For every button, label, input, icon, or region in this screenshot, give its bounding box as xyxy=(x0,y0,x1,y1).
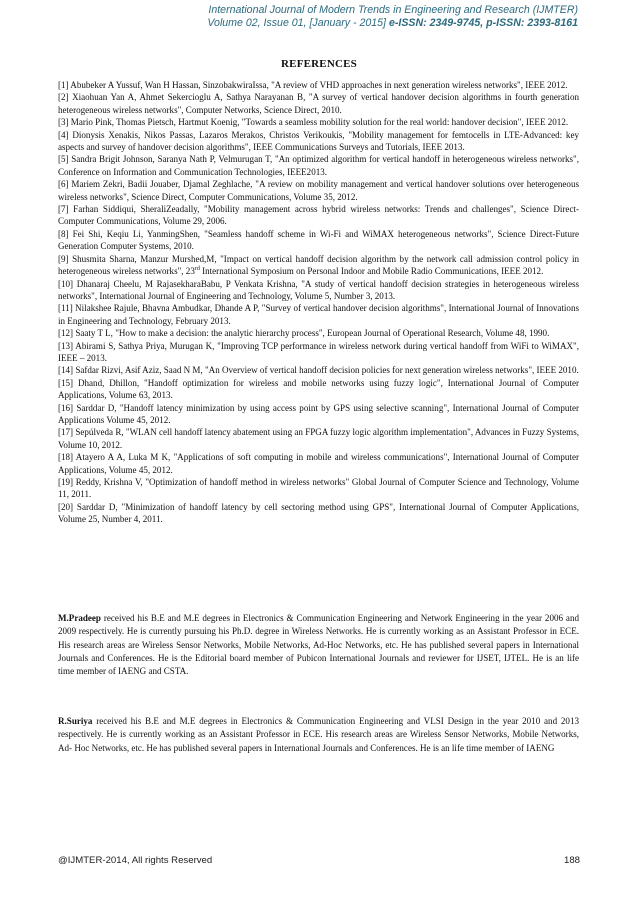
reference-list xyxy=(58,79,579,526)
author-bio-suriya xyxy=(58,715,579,755)
author-bio-text: received his B.E and M.E degrees in Electronics & Communication Engineering and VLSI Design in the year 2010 and 2013 respectively. He is currently working as an Assistant Professor in ECE. His research areas are Wireless Sensor Networks, Mobile Networks, Ad- Hoc Networks, etc. He has published several papers in International Journals and Conferences. He is an life time member of IAENG xyxy=(58,716,579,753)
reference-item: [1] Abubeker A Yussuf, Wan H Hassan, SinzobakwiraIssa, "A review of VHD approaches in next generation wireless networks", IEEE 2012. xyxy=(58,80,568,90)
reference-item: [3] Mario Pink, Thomas Pietsch, Hartmut Koenig, "Towards a seamless mobility solution for the real world: handover decision", IEEE 2012. xyxy=(58,117,569,128)
copyright-notice: @IJMTER-2014, All rights Reserved xyxy=(58,855,213,866)
page-footer xyxy=(58,855,580,866)
reference-item: [12] Saaty T L, "How to make a decision: the analytic hierarchy process", European Journal of Operational Research, Volume 48, 1990. xyxy=(58,328,550,339)
reference-item: [19] Reddy, Krishna V, "Optimization of handoff method in wireless networks" Global Journal of Computer Science and Technology, Volume 11, 2011. xyxy=(58,477,579,500)
author-name: R.Suriya xyxy=(58,716,93,726)
author-name: M.Pradeep xyxy=(58,613,101,623)
journal-header xyxy=(60,4,578,30)
reference-item: [17] Sepúlveda R, "WLAN cell handoff latency abatement using an FPGA fuzzy logic algorithm implementation", Advances in Fuzzy Systems, Volume 10, 2012. xyxy=(58,427,579,450)
section-title: REFERENCES xyxy=(281,58,357,70)
reference-item: [20] Sarddar D, "Minimization of handoff latency by cell sectoring method using GPS", International Journal of Computer Applications, Volume 25, Number 4, 2011. xyxy=(58,501,579,525)
reference-9-superscript: rd xyxy=(194,266,200,273)
reference-item: [6] Mariem Zekri, Badii Jouaber, Djamal Zeghlache, "A review on mobility management and vertical handover solutions over heterogeneous wireless networks", Science Direct, Computer Communications, Volume 35, 2012. xyxy=(58,179,579,202)
reference-item: [11] Nilakshee Rajule, Bhavna Ambudkar, Dhande A P, "Survey of vertical handover decision algorithms", International Journal of Innovations in Engineering and Technology, February 2013. xyxy=(58,303,579,326)
reference-item: [10] Dhanaraj Cheelu, M RajasekharaBabu, P Venkata Krishna, "A study of vertical handoff decision strategies in heterogeneous wireless networks", International Journal of Engineering and Technology, Volume 5, Number 3, 2013. xyxy=(58,278,579,301)
author-bio-pradeep xyxy=(58,612,579,678)
page-number: 188 xyxy=(563,855,580,866)
reference-item: [13] Abirami S, Sathya Priya, Murugan K, "Improving TCP performance in wireless network during vertical handoff from WiFi to WiMAX", IEEE – 2013. xyxy=(58,340,579,363)
reference-item: [15] Dhand, Dhillon, "Handoff optimization for wireless and mobile networks using fuzzy logic", International Journal of Computer Applications, Volume 63, 2013. xyxy=(58,377,579,401)
reference-9-after: International Symposium on Personal Indoor and Mobile Radio Communications, IEEE 2012. xyxy=(199,266,544,277)
reference-item: [8] Fei Shi, Keqiu Li, YanmingShen, "Seamless handoff scheme in Wi-Fi and WiMAX heterogeneous networks", Science Direct-Future Generation Computer Systems, 2010. xyxy=(58,228,579,252)
reference-item: [16] Sarddar D, "Handoff latency minimization by using access point by GPS using selective scanning", International Journal of Computer Applications Volume 45, 2012. xyxy=(58,402,579,425)
reference-item: [18] Atayero A A, Luka M K, "Applications of soft computing in mobile and wireless communications", International Journal of Computer Applications, Volume 45, 2012. xyxy=(58,452,579,475)
journal-issn: e-ISSN: 2349-9745, p-ISSN: 2393-8161 xyxy=(388,17,578,29)
author-bio-text: received his B.E and M.E degrees in Electronics & Communication Engineering and Network Engineering in the year 2006 and 2009 respectively. He is currently pursuing his Ph.D. degree in Wireless Networks. He is currently working as an Assistant Professor in ECE. His research areas are Wireless Sensor Networks, Mobile Networks, Ad-Hoc Networks, etc. He has published several papers in International Journals and Conferences. He is the Editorial board member of Pubicon International Journals and reviewer for IJSET, IJTEL. He is an life time member of IAENG and CSTA. xyxy=(58,613,579,677)
reference-item: [2] Xiaohuan Yan A, Ahmet Sekercioglu A, Sathya Narayanan B, "A survey of vertical handover decision algorithms in fourth generation heterogeneous wireless networks", Computer Networks, Science Direct, 2010. xyxy=(58,92,579,115)
reference-item xyxy=(58,253,579,278)
reference-item: [5] Sandra Brigit Johnson, Saranya Nath P, Velmurugan T, "An optimized algorithm for vertical handoff in heterogeneous wireless networks", Conference on Information and Communication Technologies, IEEE2013. xyxy=(58,154,579,177)
reference-item: [4] Dionysis Xenakis, Nikos Passas, Lazaros Merakos, Christos Verikoukis, "Mobility management for femtocells in LTE-Advanced: key aspects and survey of handover decision algorithms", IEEE Communications Surveys and Tutorials, IEEE 2013. xyxy=(58,129,579,153)
reference-item: [7] Farhan Siddiqui, SheraliZeadally, "Mobility management across hybrid wireless networks: Trends and challenges", Science Direct-Computer Communications, Volume 29, 2006. xyxy=(58,204,579,227)
reference-9-before: [9] Shusmita Sharna, Manzur Murshed,M, "Impact on vertical handoff decision algorithm by the network call admission control policy in heterogeneous wireless networks", 23 xyxy=(58,253,579,277)
reference-item: [14] Safdar Rizvi, Asif Aziz, Saad N M, "An Overview of vertical handoff decision policies for next generation wireless networks", IEEE 2010. xyxy=(58,365,579,376)
journal-title: International Journal of Modern Trends in Engineering and Research (IJMTER) xyxy=(208,4,578,16)
journal-volume: Volume 02, Issue 01, [January - 2015] xyxy=(207,17,387,29)
journal-issue-line xyxy=(60,17,578,30)
